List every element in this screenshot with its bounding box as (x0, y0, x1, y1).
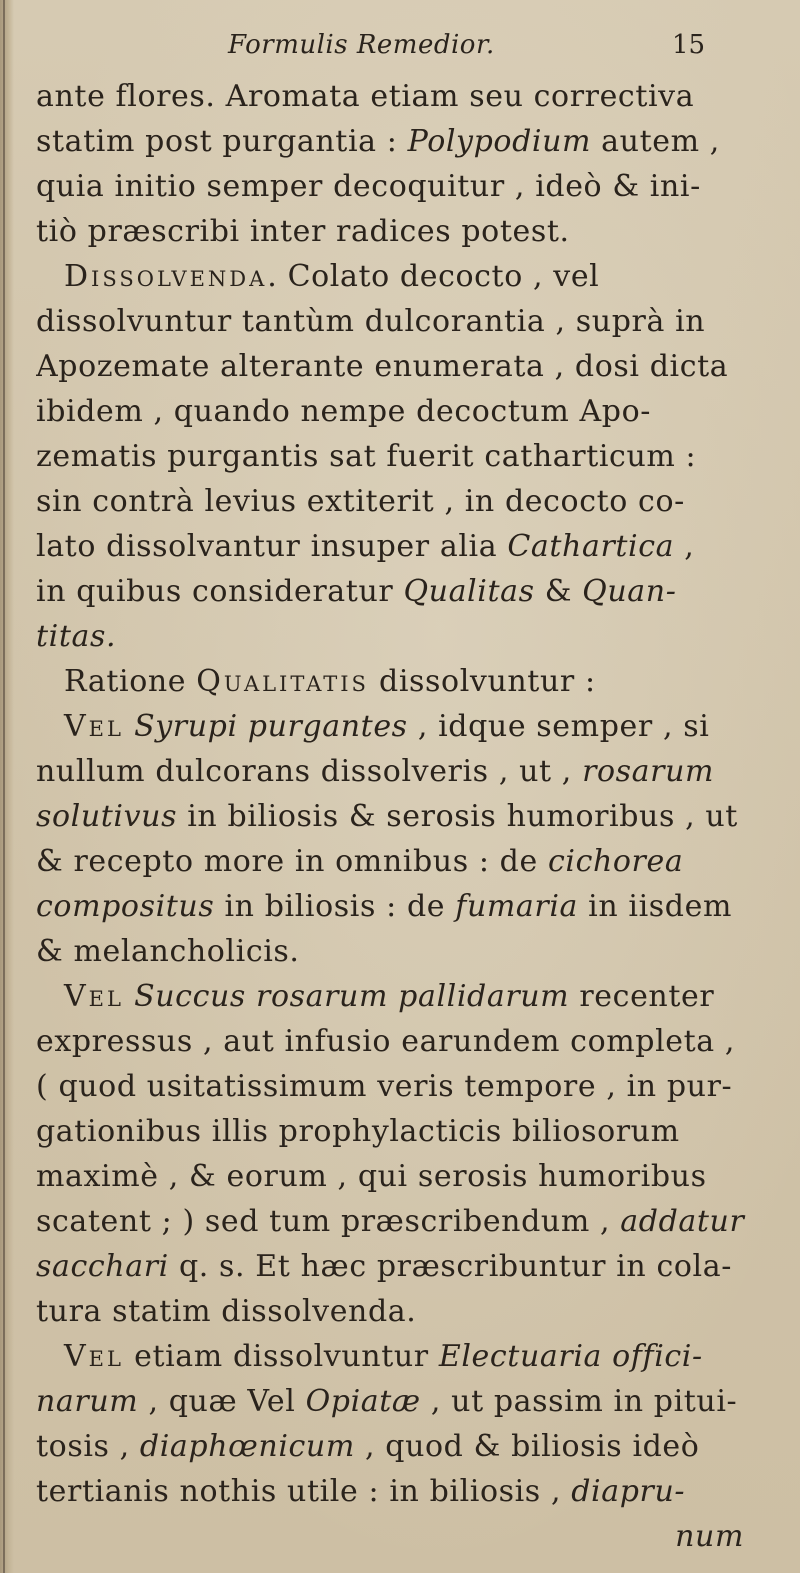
text-line (36, 344, 752, 389)
text-line (36, 1424, 752, 1469)
italic-text: titas. (36, 619, 117, 654)
text-line (36, 704, 752, 749)
italic-text: solutivus (36, 799, 178, 834)
italic-text: diaphœnicum (139, 1429, 355, 1464)
text-line (36, 74, 752, 119)
small-caps-text: Vel (64, 709, 124, 744)
text-line (36, 794, 752, 839)
running-head: Formulis Remedior. (228, 30, 495, 60)
text-segment: & (534, 574, 583, 609)
italic-text: num (675, 1519, 744, 1554)
text-segment: in biliosis & serosis humoribus , ut (177, 799, 738, 834)
text-line (36, 974, 752, 1019)
body-text (36, 74, 752, 1559)
text-line (36, 299, 752, 344)
text-line (36, 119, 752, 164)
text-segment: & melancholicis. (36, 934, 300, 969)
italic-text: fumaria (455, 889, 579, 924)
text-segment: ( quod usitatissimum veris tempore , in pur- (36, 1069, 733, 1104)
text-segment: ante flores. Aromata etiam seu correctiva (36, 79, 695, 114)
italic-text: rosarum (582, 754, 715, 789)
text-line (36, 749, 752, 794)
text-segment: in iisdem (578, 889, 733, 924)
text-segment (124, 979, 134, 1014)
italic-text: Syrupi purgantes (134, 709, 408, 744)
text-line (36, 569, 752, 614)
italic-text: Qualitas (403, 574, 535, 609)
text-segment: . Colato decocto , vel (267, 259, 600, 294)
text-line (36, 209, 752, 254)
text-line (36, 659, 752, 704)
text-segment: tiò præscribi inter radices potest. (36, 214, 570, 249)
text-segment: gationibus illis prophylacticis biliosorum (36, 1114, 680, 1149)
italic-text: cichorea (547, 844, 684, 879)
italic-text: Electuaria offici- (438, 1339, 703, 1374)
text-line (36, 1244, 752, 1289)
text-line (36, 1064, 752, 1109)
text-segment: in quibus consideratur (36, 574, 404, 609)
text-segment: scatent ; ) sed tum præscribendum , (36, 1204, 621, 1239)
text-line (36, 1199, 752, 1244)
text-segment: recenter (569, 979, 715, 1014)
text-segment: autem , (591, 124, 720, 159)
page-header (0, 28, 800, 68)
text-segment: quia initio semper decoquitur , ideò & ini- (36, 169, 701, 204)
small-caps-text: Vel (64, 1339, 124, 1374)
text-line (36, 1334, 752, 1379)
text-line (36, 254, 752, 299)
text-segment: dissolvuntur : (368, 664, 596, 699)
text-segment: , quæ Vel (138, 1384, 306, 1419)
italic-text: Quan- (582, 574, 677, 609)
text-segment: statim post purgantia : (36, 124, 408, 159)
italic-text: addatur (620, 1204, 745, 1239)
italic-text: Polypodium (407, 124, 592, 159)
text-line (36, 1379, 752, 1424)
text-segment: ibidem , quando nempe decoctum Apo- (36, 394, 652, 429)
text-line (36, 434, 752, 479)
text-segment: tura statim dissolvenda. (36, 1294, 417, 1329)
text-line (36, 1019, 752, 1064)
text-segment: q. s. Et hæc præscribuntur in cola- (168, 1249, 732, 1284)
text-segment: in biliosis : de (214, 889, 456, 924)
italic-text: Succus rosarum pallidarum (134, 979, 570, 1014)
text-segment (124, 709, 134, 744)
small-caps-text: Dissolvenda (64, 259, 268, 294)
italic-text: sacchari (36, 1249, 169, 1284)
italic-text: Cathartica (507, 529, 675, 564)
text-segment: Apozemate alterante enumerata , dosi dicta (36, 349, 729, 384)
text-line (36, 884, 752, 929)
text-line (36, 1289, 752, 1334)
text-line (36, 839, 752, 884)
italic-text: Opiatæ (305, 1384, 421, 1419)
small-caps-text: Qualitatis (196, 664, 369, 699)
text-segment: lato dissolvantur insuper alia (36, 529, 508, 564)
text-segment: nullum dulcorans dissolveris , ut , (36, 754, 583, 789)
text-segment: tertianis nothis utile : in biliosis , (36, 1474, 572, 1509)
text-line (36, 929, 752, 974)
text-segment: sin contrà levius extiterit , in decocto co- (36, 484, 685, 519)
text-line (36, 524, 752, 569)
text-segment: Ratione (64, 664, 197, 699)
gutter-line (3, 0, 5, 1573)
small-caps-text: Vel (64, 979, 124, 1014)
text-line (36, 164, 752, 209)
text-line (36, 389, 752, 434)
text-line (36, 1109, 752, 1154)
text-segment: , (674, 529, 695, 564)
text-segment: zematis purgantis sat fuerit catharticum : (36, 439, 697, 474)
text-segment: tosis , (36, 1429, 140, 1464)
italic-text: narum (36, 1384, 139, 1419)
text-line (36, 1154, 752, 1199)
text-segment: dissolvuntur tantùm dulcorantia , suprà in (36, 304, 706, 339)
text-segment: , quod & biliosis ideò (354, 1429, 700, 1464)
text-line (36, 479, 752, 524)
text-line (36, 1469, 752, 1514)
text-segment: , ut passim in pitui- (420, 1384, 738, 1419)
italic-text: compositus (36, 889, 215, 924)
text-segment: & recepto more in omnibus : de (36, 844, 548, 879)
text-line (36, 614, 752, 659)
text-line (36, 1514, 752, 1559)
text-segment: , idque semper , si (407, 709, 710, 744)
text-segment: expressus , aut infusio earundem completa , (36, 1024, 736, 1059)
page-number: 15 (672, 30, 706, 60)
italic-text: diapru- (571, 1474, 686, 1509)
text-segment: maximè , & eorum , qui serosis humoribus (36, 1159, 707, 1194)
text-segment: etiam dissolvuntur (123, 1339, 439, 1374)
